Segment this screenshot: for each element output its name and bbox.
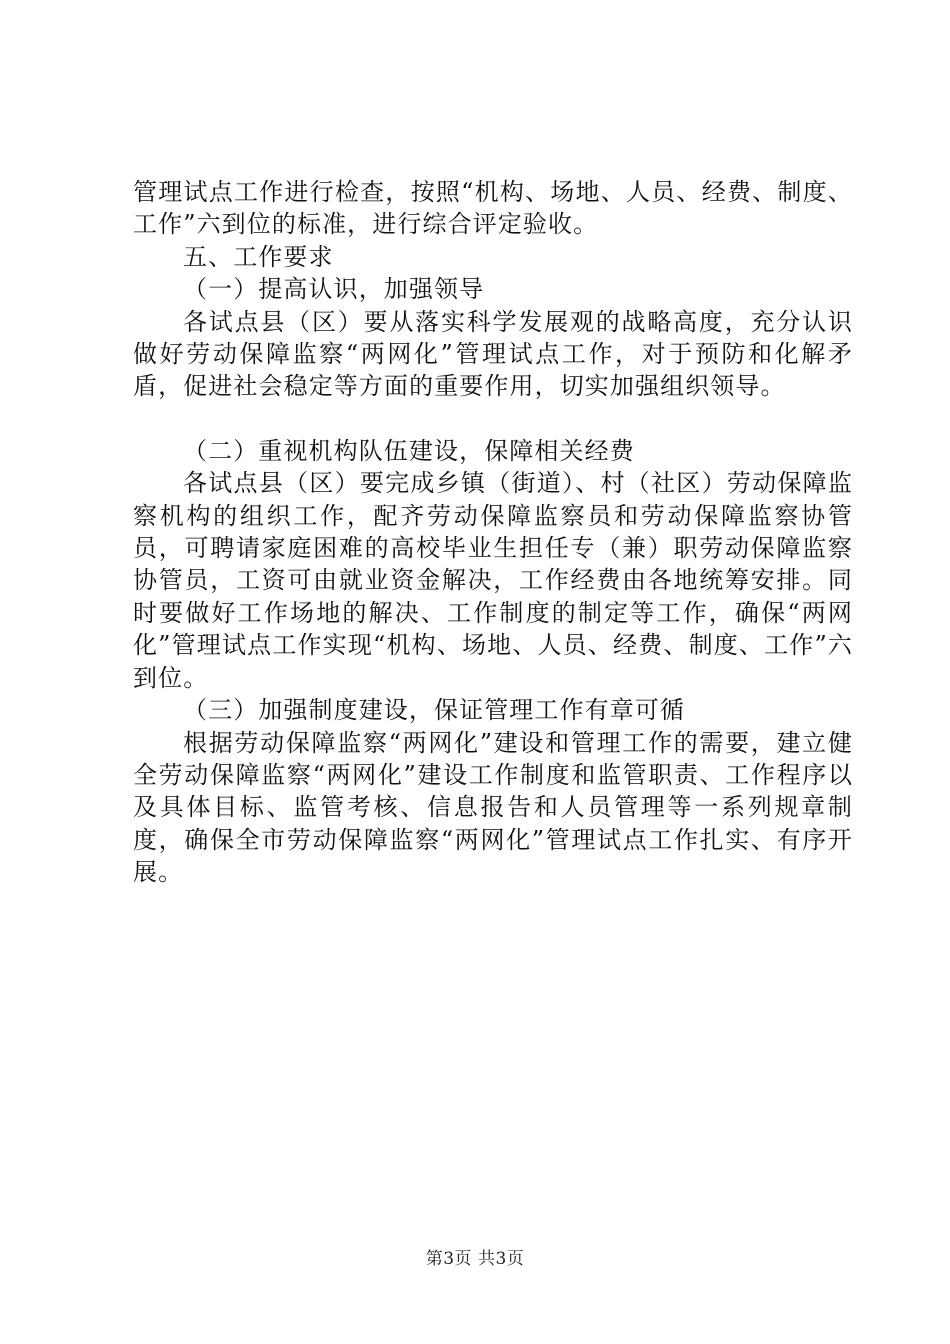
paragraph-3: 根据劳动保障监察“两网化”建设和管理工作的需要，建立健全劳动保障监察“两网化”建设工作制度和监管职责、工作程序以及具体目标、监管考核、信息报告和人员管理等一系列规章制度，确保全市劳动保障监察“两网化”管理试点工作扎实、有序开展。 — [133, 728, 853, 887]
section-heading-requirements: 五、工作要求 — [183, 242, 334, 271]
paragraph-spacer — [133, 403, 853, 435]
page-number-footer: 第3页 共3页 — [425, 1249, 525, 1269]
subheading-3: （三）加强制度建设，保证管理工作有章可循 — [183, 696, 685, 725]
paragraph-2: 各试点县（区）要完成乡镇（街道）、村（社区）劳动保障监察机构的组织工作，配齐劳动保障监察员和劳动保障监察协管员，可聘请家庭困难的高校毕业生担任专（兼）职劳动保障监察协管员，工资可由就业资金解决，工作经费由各地统筹安排。同时要做好工作场地的解决、工作制度的制定等工作，确保“两网化”管理试点工作实现“机构、场地、人员、经费、制度、工作”六到位。 — [133, 469, 853, 692]
subheading-2: （二）重视机构队伍建设，保障相关经费 — [183, 436, 635, 465]
subheading-1: （一）提高认识，加强领导 — [183, 275, 485, 304]
document-body — [133, 176, 853, 889]
paragraph-continuation: 管理试点工作进行检查，按照“机构、场地、人员、经费、制度、工作”六到位的标准，进行综合评定验收。 — [133, 178, 853, 239]
paragraph-1: 各试点县（区）要从落实科学发展观的战略高度，充分认识做好劳动保障监察“两网化”管理试点工作，对于预防和化解矛盾，促进社会稳定等方面的重要作用，切实加强组织领导。 — [133, 307, 853, 401]
